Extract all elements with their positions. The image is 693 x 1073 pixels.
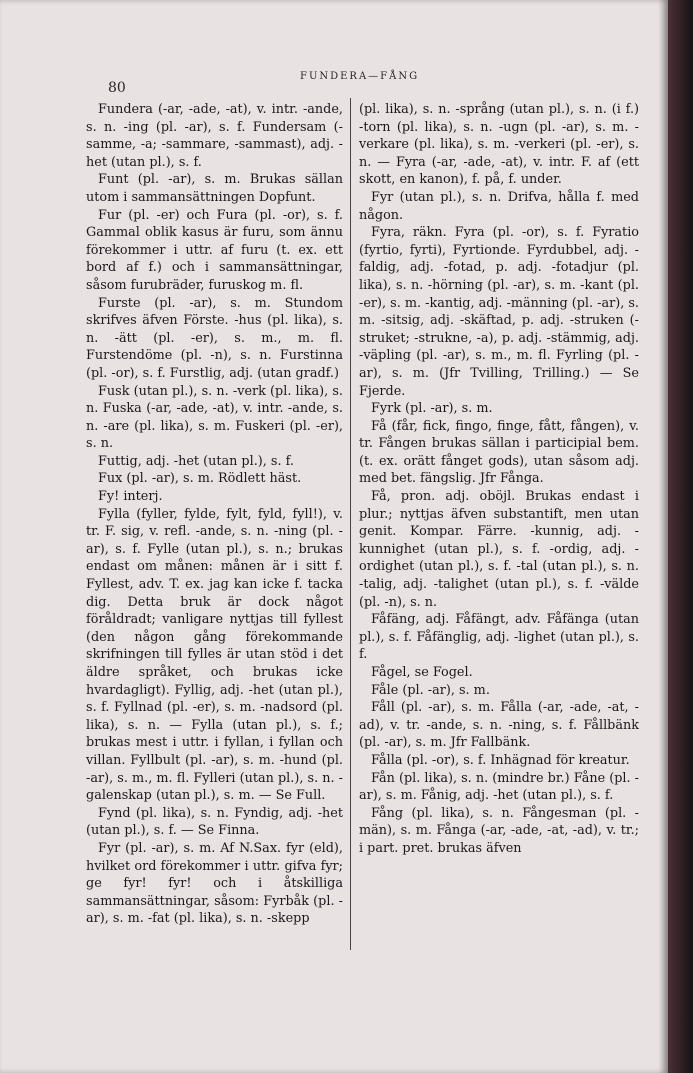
- entry-fagel: Fågel, se Fogel.: [371, 665, 473, 680]
- entry-fusk: Fusk (utan pl.), s. n. -verk (pl. lika), s. n. Fuska (-ar, -ade, -at), v. intr. -ande, s. n. -are (pl. lika), s. m. Fuskeri (pl. -er), s. n.: [86, 383, 343, 452]
- entry-fynd: Fynd (pl. lika), s. n. Fyndig, adj. -het (utan pl.), s. f. — Se Finna.: [86, 805, 343, 839]
- entry-fa-verb: Få (får, fick, fingo, finge, fått, fången), v. tr. Fången brukas sällan i participial bem. (t. ex. orätt fånget gods), utan såsom adj. med bet. fängslig. Jfr Fånga.: [359, 418, 639, 487]
- entry-falla: Fålla (pl. -or), s. f. Inhägnad för kreatur.: [371, 752, 630, 768]
- entry-fyr: Fyr (pl. -ar), s. m. Af N.Sax. fyr (eld), hvilket ord förekommer i uttr. gifva fyr; ge fyr! fyr! och i åtskilliga sammansättningar, såsom: Fyrbåk (pl. -ar), s. m. -fat (pl. lika), s. n. -skepp: [86, 840, 343, 927]
- entry-fyrk: Fyrk (pl. -ar), s. m.: [371, 401, 493, 417]
- entry-furste: Furste (pl. -ar), s. m. Stundom skrifves äfven Förste. -hus (pl. lika), s. n. -ätt (pl. -er), s. m., m. fl. Furstendöme (pl. -n), s. n. Furstinna (pl. -or), s. f. Furstlig, adj. (utan gradf.): [86, 295, 343, 381]
- entry-fylla: Fylla (fyller, fylde, fylt, fyld, fyll!), v. tr. F. sig, v. refl. -ande, s. n. -ning (pl. -ar), s. f. Fylle (utan pl.), s. n.; brukas endast om månen: månen är i sitt f. Fyllest, adv. T. ex. jag kan icke f. tacka dig. Detta bruk är dock något föråldradt; vanligare nyttjas till fyllest (den någon gång förekommande skrifningen till fylles är utan stöd i det äldre språket, och brukas icke hvardagligt). Fyllig, adj. -het (utan pl.), s. f. Fyllnad (pl. -er), s. m. -nadsord (pl. lika), s. n. — Fylla (utan pl.), s. f.; brukas mest i uttr. i fyllan, i fyllan och villan. Fyllbult (pl. -ar), s. m. -hund (pl. -ar), s. m., m. fl. Fylleri (utan pl.), s. n. -galenskap (utan pl.), s. m. — Se Full.: [86, 506, 343, 804]
- page-number: 80: [108, 80, 126, 96]
- book-spine: [668, 0, 693, 1073]
- entry-fundera: Fundera (-ar, -ade, -at), v. intr. -ande, s. n. -ing (pl. -ar), s. f. Fundersam (-samme, -a; -sammare, -sammast), adj. -het (utan pl.), s. f.: [86, 102, 343, 170]
- entry-fux: Fux (pl. -ar), s. m. Rödlett häst.: [98, 471, 302, 487]
- entry-fa-pron: Få, pron. adj. oböjl. Brukas endast i plur.; nyttjas äfven substantift, men utan genit. Kompar. Färre. -kunnig, adj. -kunnighet (utan pl.), s. f. -ordig, adj. -ordighet (utan pl.), s. f. -tal (utan pl.), s. n. -talig, adj. -talighet (utan pl.), s. f. -välde (pl. -n), s. n.: [359, 489, 639, 610]
- entry-fafang: Fåfäng, adj. Fåfängt, adv. Fåfänga (utan pl.), s. f. Fåfänglig, adj. -lighet (utan pl.), s. f.: [359, 612, 639, 663]
- entry-fyr-2: Fyr (utan pl.), s. n. Drifva, hålla f. med någon.: [359, 189, 639, 223]
- right-column: [359, 101, 639, 858]
- entry-fur: Fur (pl. -er) och Fura (pl. -or), s. f. Gammal oblik kasus är furu, som ännu förekommer i uttr. af furu (t. ex. ett bord af f.) och i sammansättningar, såsom furubräder, furuskog m. fl.: [86, 207, 343, 293]
- entry-fyra: Fyra, räkn. Fyra (pl. -or), s. f. Fyratio (fyrtio, fyrti), Fyrtionde. Fyrdubbel, adj. -faldig, adj. -fotad, p. adj. -fotadjur (pl. lika), s. n. -hörning (pl. -ar), s. m. -kant (pl. -er), s. m. -kantig, adj. -männing (pl. -ar), s. m. -sitsig, adj. -skäftad, p. adj. -struken (-struket; -strukne, -a), p. adj. -stämmig, adj. -väpling (pl. -ar), s. m., m. fl. Fyrling (pl. -ar), s. m. (Jfr Tvilling, Trilling.) — Se Fjerde.: [359, 225, 639, 399]
- entry-fan: Fån (pl. lika), s. n. (mindre br.) Fåne (pl. -ar), s. m. Fånig, adj. -het (utan pl.), s. f.: [359, 770, 639, 804]
- entry-futtig: Futtig, adj. -het (utan pl.), s. f.: [98, 453, 294, 469]
- running-head: FUNDERA—FÅNG: [300, 71, 420, 82]
- entry-fy: Fy! interj.: [98, 489, 163, 505]
- entry-fale: Fåle (pl. -ar), s. m.: [371, 682, 490, 698]
- entry-funt: Funt (pl. -ar), s. m. Brukas sällan utom i sammansättningen Dopfunt.: [86, 172, 343, 205]
- entry-fyr-continued: (pl. lika), s. n. -språng (utan pl.), s. n. (i f.) -torn (pl. lika), s. n. -ugn (pl. -ar), s. m. -verkare (pl. lika), s. m. -verkeri (pl. -er), s. n. — Fyra (-ar, -ade, -at), v. intr. F. af (ett skott, en kanon), f. på, f. under.: [359, 102, 639, 188]
- left-column: [86, 101, 343, 928]
- entry-fall: Fåll (pl. -ar), s. m. Fålla (-ar, -ade, -at, -ad), v. tr. -ande, s. n. -ning, s. f. Fållbänk (pl. -ar), s. m. Jfr Fallbänk.: [359, 700, 639, 751]
- column-divider: [350, 98, 351, 950]
- entry-fang: Fång (pl. lika), s. n. Fångesman (pl. -män), s. m. Fånga (-ar, -ade, -at, -ad), v. tr.; i part. pret. brukas äfven: [359, 805, 639, 856]
